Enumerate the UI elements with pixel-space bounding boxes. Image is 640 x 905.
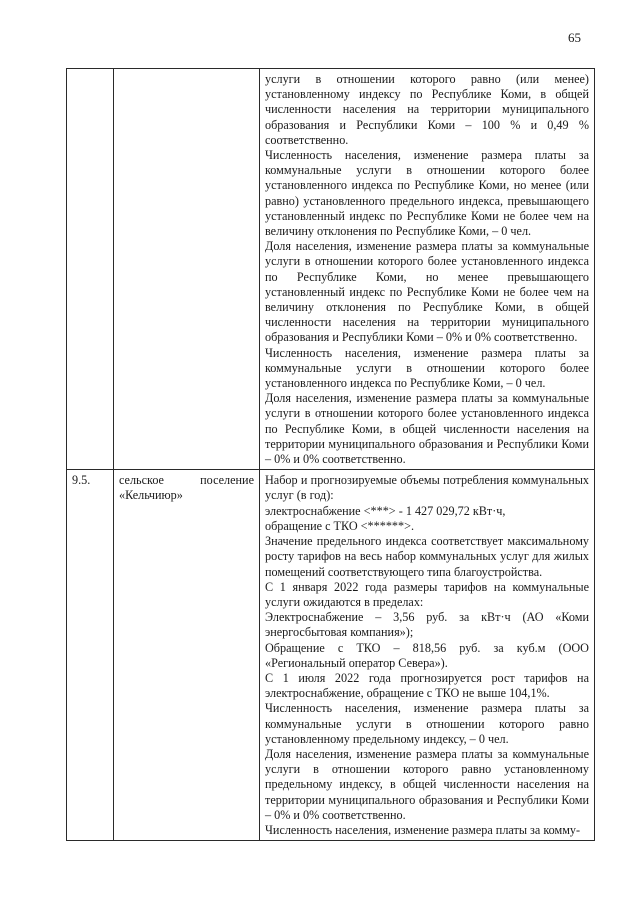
row-number-cell: 9.5. bbox=[67, 470, 114, 841]
table-row bbox=[67, 470, 595, 841]
page-number: 65 bbox=[568, 30, 581, 45]
settlement-name-cell: сельское поселение «Кельчиюр» bbox=[114, 470, 260, 841]
paragraph: Электроснабжение – 3,56 руб. за кВт·ч (АО «Коми энергосбытовая компания»); bbox=[265, 610, 589, 640]
paragraph: услуги в отношении которого равно (или менее) установленному индексу по Республике Коми, в общей численности населения на территории муниципального образования и Республики Коми – 100 % и 0,49 % соответственно. bbox=[265, 72, 589, 147]
paragraph: Доля населения, изменение размера платы за коммунальные услуги в отношении которого равно установленному предельному индексу, в общей численности населения на территории муниципального образования и Республики Коми – 0% и 0% соответственно. bbox=[265, 746, 589, 822]
paragraph: Численность населения, изменение размера платы за коммунальные услуги в отношении которого равно установленному предельному индексу, – 0 чел. bbox=[265, 701, 589, 746]
paragraph: С 1 января 2022 года размеры тарифов на коммунальные услуги ожидаются в пределах: bbox=[265, 579, 589, 609]
paragraph: Доля населения, изменение размера платы за коммунальные услуги в отношении которого более установленного индекса по Республике Коми, в общей численности населения на территории муниципального образования и Республики Коми – 0% и 0% соответственно. bbox=[265, 391, 589, 467]
paragraph: Обращение с ТКО – 818,56 руб. за куб.м (ООО «Региональный оператор Севера»). bbox=[265, 640, 589, 670]
description-cell bbox=[260, 69, 595, 470]
paragraph: Значение предельного индекса соответствует максимальному росту тарифов на весь набор коммунальных услуг для жилых помещений соответствующего типа благоустройства. bbox=[265, 534, 589, 579]
description-cell bbox=[260, 470, 595, 841]
settlement-name-cell bbox=[114, 69, 260, 470]
document-table bbox=[66, 68, 595, 841]
paragraph: Набор и прогнозируемые объемы потребления коммунальных услуг (в год): bbox=[265, 473, 589, 503]
paragraph: С 1 июля 2022 года прогнозируется рост тарифов на электроснабжение, обращение с ТКО не выше 104,1%. bbox=[265, 670, 589, 701]
paragraph: электроснабжение <***> - 1 427 029,72 кВт·ч, bbox=[265, 503, 506, 518]
paragraph: обращение с ТКО <******>. bbox=[265, 518, 415, 533]
paragraph: Численность населения, изменение размера платы за коммунальные услуги в отношении которого более установленного индекса по Республике Коми, но менее (или равно) установленного предельного индекса, превышающего установленный индекс по Республике Коми не более чем на величину отклонения по Республике Коми, – 0 чел. bbox=[265, 148, 589, 239]
paragraph: Численность населения, изменение размера платы за комму- bbox=[265, 822, 581, 837]
paragraph: Доля населения, изменение размера платы за коммунальные услуги в отношении которого более установленного индекса по Республике Коми, но менее превышающего установленный индекс по Республике Коми не более чем на величину отклонения по Республике Коми, в общей численности населения на территории муниципального образования и Республики Коми – 0% и 0% соответственно. bbox=[265, 239, 589, 345]
paragraph: Численность населения, изменение размера платы за коммунальные услуги в отношении которого более установленного индекса по Республике Коми, – 0 чел. bbox=[265, 345, 589, 391]
table-row bbox=[67, 69, 595, 470]
row-number-cell bbox=[67, 69, 114, 470]
